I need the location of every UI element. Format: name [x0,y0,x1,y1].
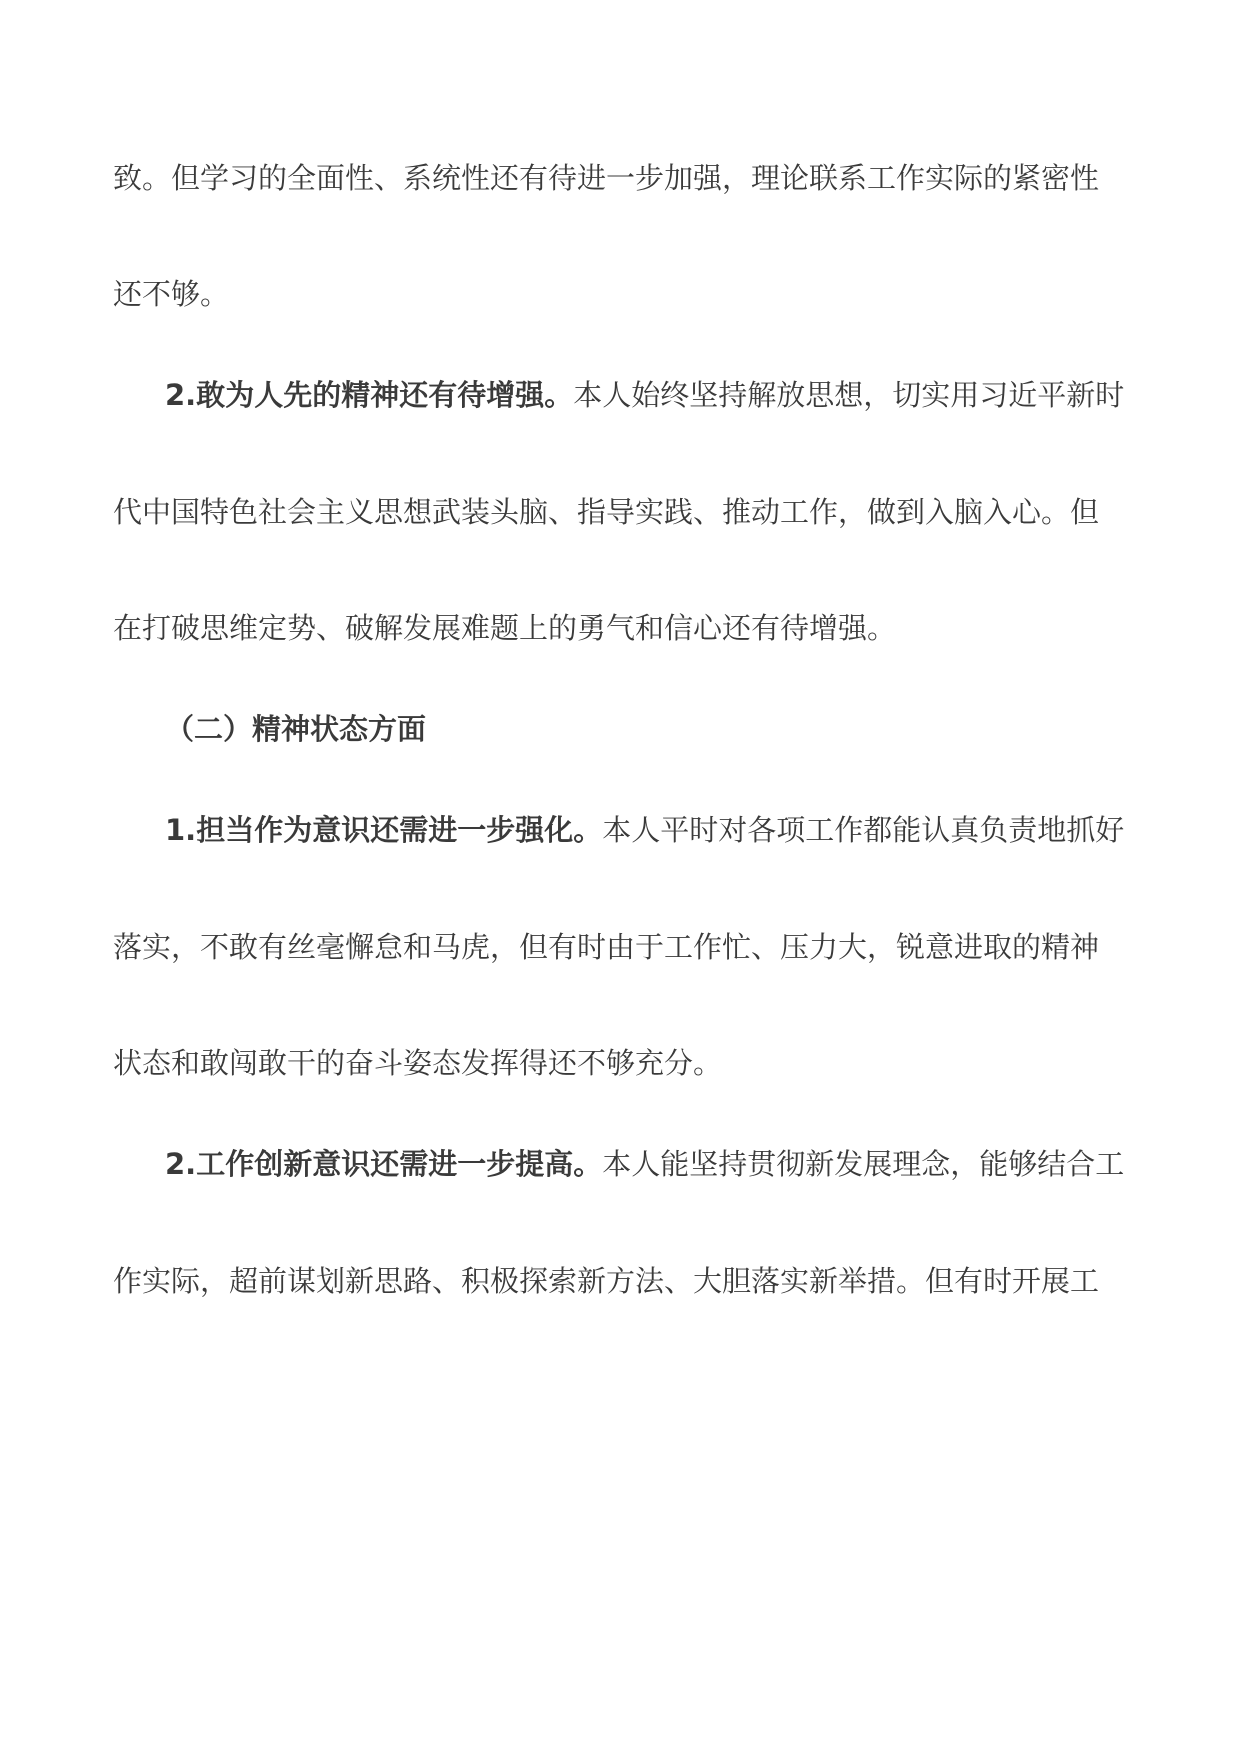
body-text: 本人平时对各项工作都能认真负责地抓好 [602,813,1125,847]
body-text: 本人始终坚持解放思想，切实用习近平新时 [573,378,1125,412]
paragraph-line [113,1261,1143,1301]
paragraph-line [165,810,1195,850]
item-lead-text: 1.担当作为意识还需进一步强化。 [165,813,603,847]
paragraph-line [113,608,1143,648]
section-heading [165,709,1195,749]
body-text: 作实际，超前谋划新思路、积极探索新方法、大胆落实新举措。但有时开展工 [113,1264,1100,1298]
item-lead-text: 2.工作创新意识还需进一步提高。 [165,1147,603,1181]
paragraph-line [113,274,1143,314]
body-text: 在打破思维定势、破解发展难题上的勇气和信心还有待增强。 [113,611,897,645]
body-text: 致。但学习的全面性、系统性还有待进一步加强，理论联系工作实际的紧密性 [113,161,1100,195]
paragraph-line [165,375,1195,415]
body-text: 状态和敢闯敢干的奋斗姿态发挥得还不够充分。 [113,1046,723,1080]
paragraph-line [113,1043,1143,1083]
paragraph-line [165,1144,1195,1184]
item-lead-text: 2.敢为人先的精神还有待增强。 [165,378,574,412]
body-text: 代中国特色社会主义思想武装头脑、指导实践、推动工作，做到入脑入心。但 [113,495,1100,529]
paragraph-line [113,158,1143,198]
section-heading-text: （二）精神状态方面 [165,712,427,746]
body-text: 本人能坚持贯彻新发展理念，能够结合工 [602,1147,1125,1181]
paragraph-line [113,492,1143,532]
paragraph-line [113,927,1143,967]
body-text: 还不够。 [113,277,230,311]
body-text: 落实，不敢有丝毫懈怠和马虎，但有时由于工作忙、压力大，锐意进取的精神 [113,930,1100,964]
